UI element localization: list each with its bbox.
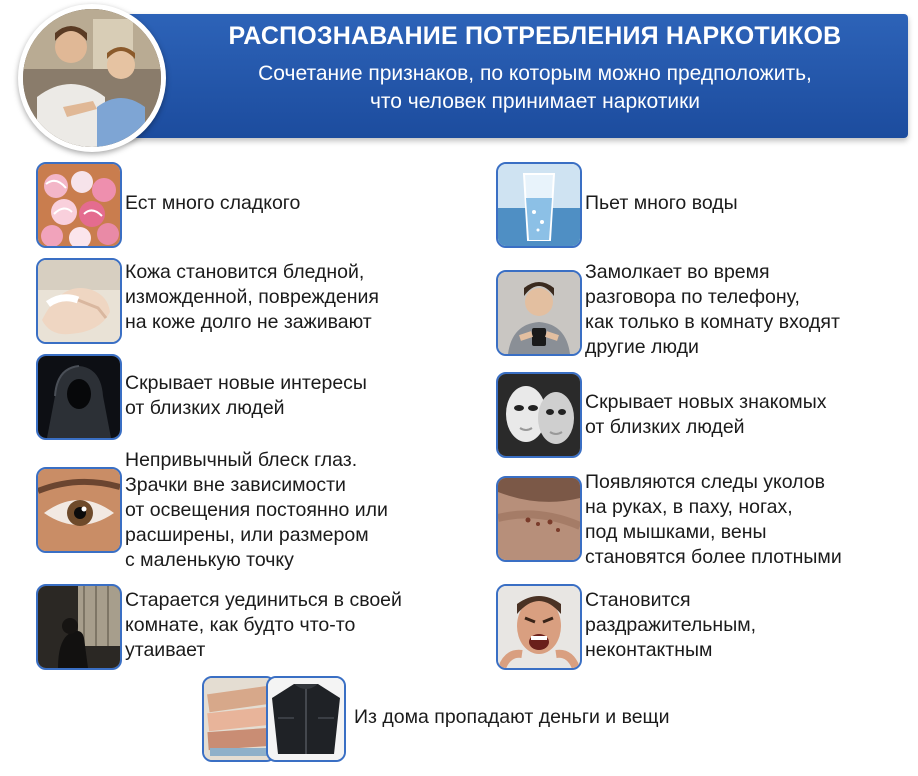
candy-icon bbox=[36, 162, 122, 248]
pale-skin-hand-icon bbox=[36, 258, 122, 344]
page-subtitle bbox=[170, 60, 900, 116]
sign-text-line: на руках, в паху, ногах, bbox=[585, 496, 793, 518]
sign-text-line: утаивает bbox=[125, 639, 206, 661]
sign-text-line: от близких людей bbox=[585, 416, 745, 438]
header-banner-section bbox=[0, 0, 918, 150]
sign-text-line: на коже долго не заживают bbox=[125, 311, 372, 333]
sign-text-line: Зрачки вне зависимости bbox=[125, 474, 346, 496]
sign-text-line: Появляются следы уколов bbox=[585, 471, 825, 493]
sign-text-line: Непривычный блеск глаз. bbox=[125, 449, 358, 471]
injection-marks-arm-icon bbox=[496, 476, 582, 562]
sign-text-line: Старается уединиться в своей bbox=[125, 589, 402, 611]
sign-text-line: под мышками, вены bbox=[585, 521, 767, 543]
sign-text bbox=[585, 260, 840, 360]
sign-text bbox=[354, 705, 670, 730]
sign-text-line: Замолкает во время bbox=[585, 261, 770, 283]
sign-text bbox=[125, 260, 379, 335]
parent-talking-to-teen-icon bbox=[18, 4, 166, 152]
sign-text bbox=[125, 191, 300, 216]
glass-of-water-icon bbox=[496, 162, 582, 248]
sign-text bbox=[585, 191, 738, 216]
teen-with-phone-icon bbox=[496, 270, 582, 356]
sign-text-line: с маленькую точку bbox=[125, 549, 294, 571]
money-banknotes-icon bbox=[202, 676, 276, 762]
jacket-icon bbox=[266, 676, 346, 762]
sign-text-line: расширены, или размером bbox=[125, 524, 369, 546]
masks-icon bbox=[496, 372, 582, 458]
sign-text bbox=[585, 470, 842, 570]
subtitle-line: что человек принимает наркотики bbox=[369, 90, 701, 113]
sign-text bbox=[125, 588, 402, 663]
sign-text-line: неконтактным bbox=[585, 639, 713, 661]
eye-closeup-icon bbox=[36, 467, 122, 553]
sign-text bbox=[125, 448, 388, 573]
sign-text-line: Ест много сладкого bbox=[125, 192, 301, 214]
secluded-person-icon bbox=[36, 584, 122, 670]
sign-text-line: Пьет много воды bbox=[585, 192, 738, 214]
sign-text-line: комнате, как будто что-то bbox=[125, 614, 356, 636]
sign-text-line: изможденной, повреждения bbox=[125, 286, 379, 308]
sign-text-line: Кожа становится бледной, bbox=[125, 261, 365, 283]
sign-text bbox=[125, 371, 367, 421]
sign-text-line: разговора по телефону, bbox=[585, 286, 800, 308]
subtitle-line: Сочетание признаков, по которым можно предположить, bbox=[258, 62, 812, 85]
sign-text-line: Из дома пропадают деньги и вещи bbox=[354, 706, 670, 728]
angry-man-icon bbox=[496, 584, 582, 670]
page-title: РАСПОЗНАВАНИЕ ПОТРЕБЛЕНИЯ НАРКОТИКОВ bbox=[228, 22, 842, 50]
sign-text bbox=[585, 588, 756, 663]
sign-text-line: другие люди bbox=[585, 336, 699, 358]
sign-text bbox=[585, 390, 826, 440]
sign-text-line: Скрывает новых знакомых bbox=[585, 391, 827, 413]
sign-text-line: Скрывает новые интересы bbox=[125, 372, 367, 394]
sign-text-line: от близких людей bbox=[125, 397, 285, 419]
sign-text-line: раздражительным, bbox=[585, 614, 757, 636]
sign-text-line: Становится bbox=[585, 589, 691, 611]
sign-text-line: как только в комнату входят bbox=[585, 311, 840, 333]
sign-text-line: становятся более плотными bbox=[585, 546, 842, 568]
sign-text-line: от освещения постоянно или bbox=[125, 499, 388, 521]
hooded-figure-icon bbox=[36, 354, 122, 440]
